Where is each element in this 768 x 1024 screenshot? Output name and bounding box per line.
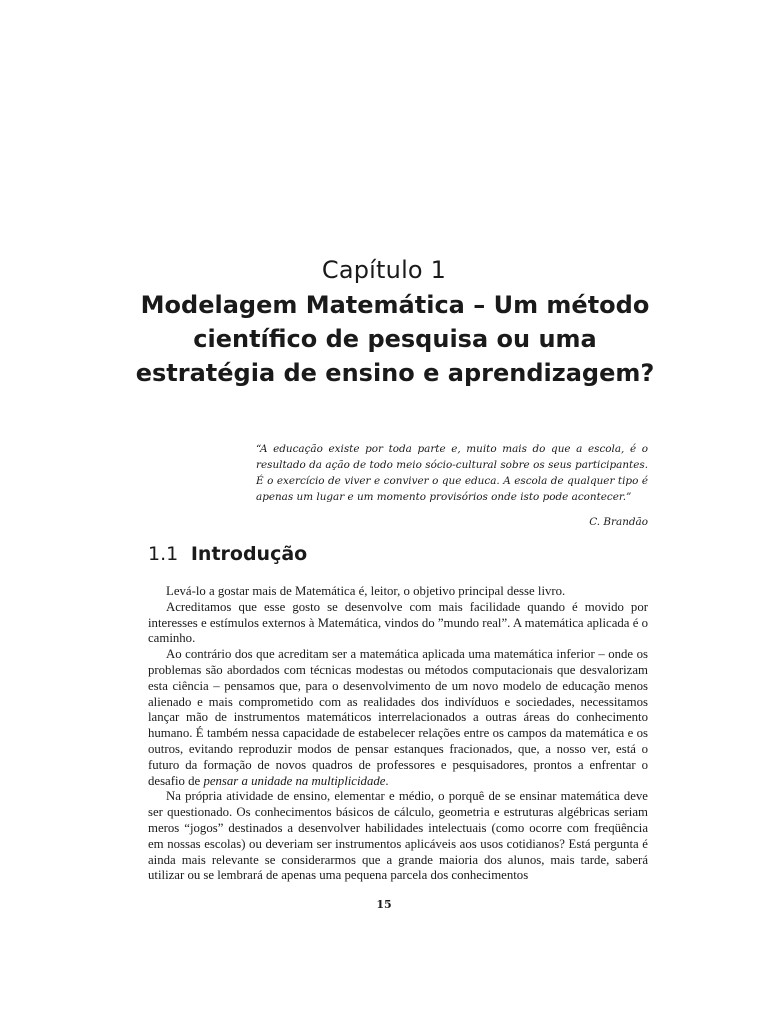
section-title: Introdução [190,543,308,565]
page-number: 15 [376,898,392,911]
paragraph-3-text: Ao contrário dos que acreditam ser a matemática aplicada uma matemática inferior – onde os problemas são abordados com técnicas modestas ou métodos computacionais que desvalorizam esta ciência – pensamos que, para o desenvolvimento de um novo modelo de educação menos alienado e mais comprometido com as realidades dos indivíduos e sociedades, necessitamos lançar mão de instrumentos matemáticos interrelacionados a outras áreas do conhecimento humano. É também nessa capacidade de estabelecer relações entre os campos da matemática e os outros, evitando reproduzir modos de pensar estanques fracionados, que, a nosso ver, está o futuro da formação de novos quadros de professores e pesquisadores, prontos a enfrentar o desafio de [148,647,648,788]
paragraph-3-end: . [385,773,389,788]
section-number: 1.1 [148,543,179,565]
section-heading [148,543,307,565]
chapter-title: Modelagem Matemática – Um método científico de pesquisa ou uma estratégia de ensino e aprendizagem? [135,291,655,387]
paragraph-1: Levá-lo a gostar mais de Matemática é, leitor, o objetivo principal desse livro. [166,584,566,598]
paragraph-2: Acreditamos que esse gosto se desenvolve com mais facilidade quando é movido por interesses e estímulos externos à Matemática, vindos do ”mundo real”. A matemática aplicada é o caminho. [148,599,648,646]
paragraph-4: Na própria atividade de ensino, elementar e médio, o porquê de se ensinar matemática deve ser questionado. Os conhecimentos básicos de cálculo, geometria e estruturas algébricas seriam meros “jogos” destinados a desenvolver habilidades intelectuais (como ocorre com freqüência em nossas escolas) ou deveriam ser instrumentos aplicáveis aos usos cotidianos? Está pergunta é ainda mais relevante se considerarmos que a grande maioria dos alunos, mais tarde, saberá utilizar ou se lembrará de apenas uma pequena parcela dos conhecimentos [148,789,648,883]
chapter-label: Capítulo 1 [321,256,447,284]
epigraph-author: C. Brandão [589,516,648,528]
paragraph-3-emphasis: pensar a unidade na multiplicidade [203,773,386,788]
epigraph-quote: “A educação existe por toda parte e, muito mais do que a escola, é o resultado da ação de todo meio sócio-cultural sobre os seus participantes. É o exercício de viver e conviver o que educa. A escola de qualquer tipo é apenas um lugar e um momento provisórios onde isto pode acontecer.” [256,443,648,503]
paragraph-3 [148,647,648,789]
body-text [148,584,648,884]
